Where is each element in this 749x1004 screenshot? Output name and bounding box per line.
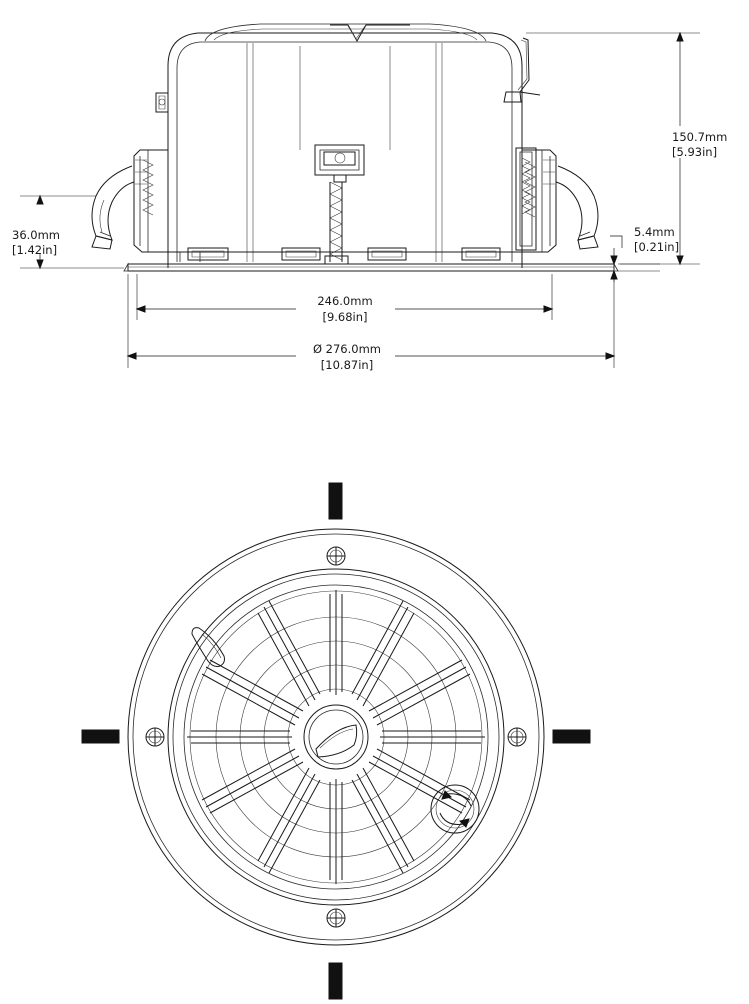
flange-thickness-in: [0.21in] [634, 240, 680, 254]
outer-diameter-in: [10.87in] [320, 358, 374, 372]
screw-bottom [327, 909, 345, 927]
flange-thickness-dimension [610, 225, 679, 282]
side-elevation-view [12, 24, 727, 372]
flange-thickness-mm: 5.4mm [634, 225, 675, 239]
left-depth-dimension [12, 196, 124, 268]
grille-spokes [187, 590, 485, 884]
mount-tab-left [82, 730, 119, 743]
overall-height-in: [5.93in] [672, 145, 718, 159]
screw-right [508, 728, 526, 746]
outer-diameter-dimension [128, 274, 614, 372]
cutout-width-mm: 246.0mm [317, 294, 373, 308]
center-latch [304, 705, 368, 769]
cutout-width-dimension [137, 274, 552, 324]
cutout-width-in: [9.68in] [322, 310, 368, 324]
outer-diameter-mm: Ø 276.0mm [312, 342, 382, 356]
left-depth-in: [1.42in] [12, 243, 58, 257]
plan-bottom-view [82, 483, 590, 999]
mount-tab-bottom [329, 963, 342, 999]
mount-tab-right [553, 730, 590, 743]
handle-slot [192, 628, 225, 667]
screw-left [146, 728, 164, 746]
left-depth-mm: 36.0mm [12, 228, 61, 242]
screw-top [327, 547, 345, 565]
overall-height-mm: 150.7mm [672, 130, 728, 144]
mount-tab-top [329, 483, 342, 519]
